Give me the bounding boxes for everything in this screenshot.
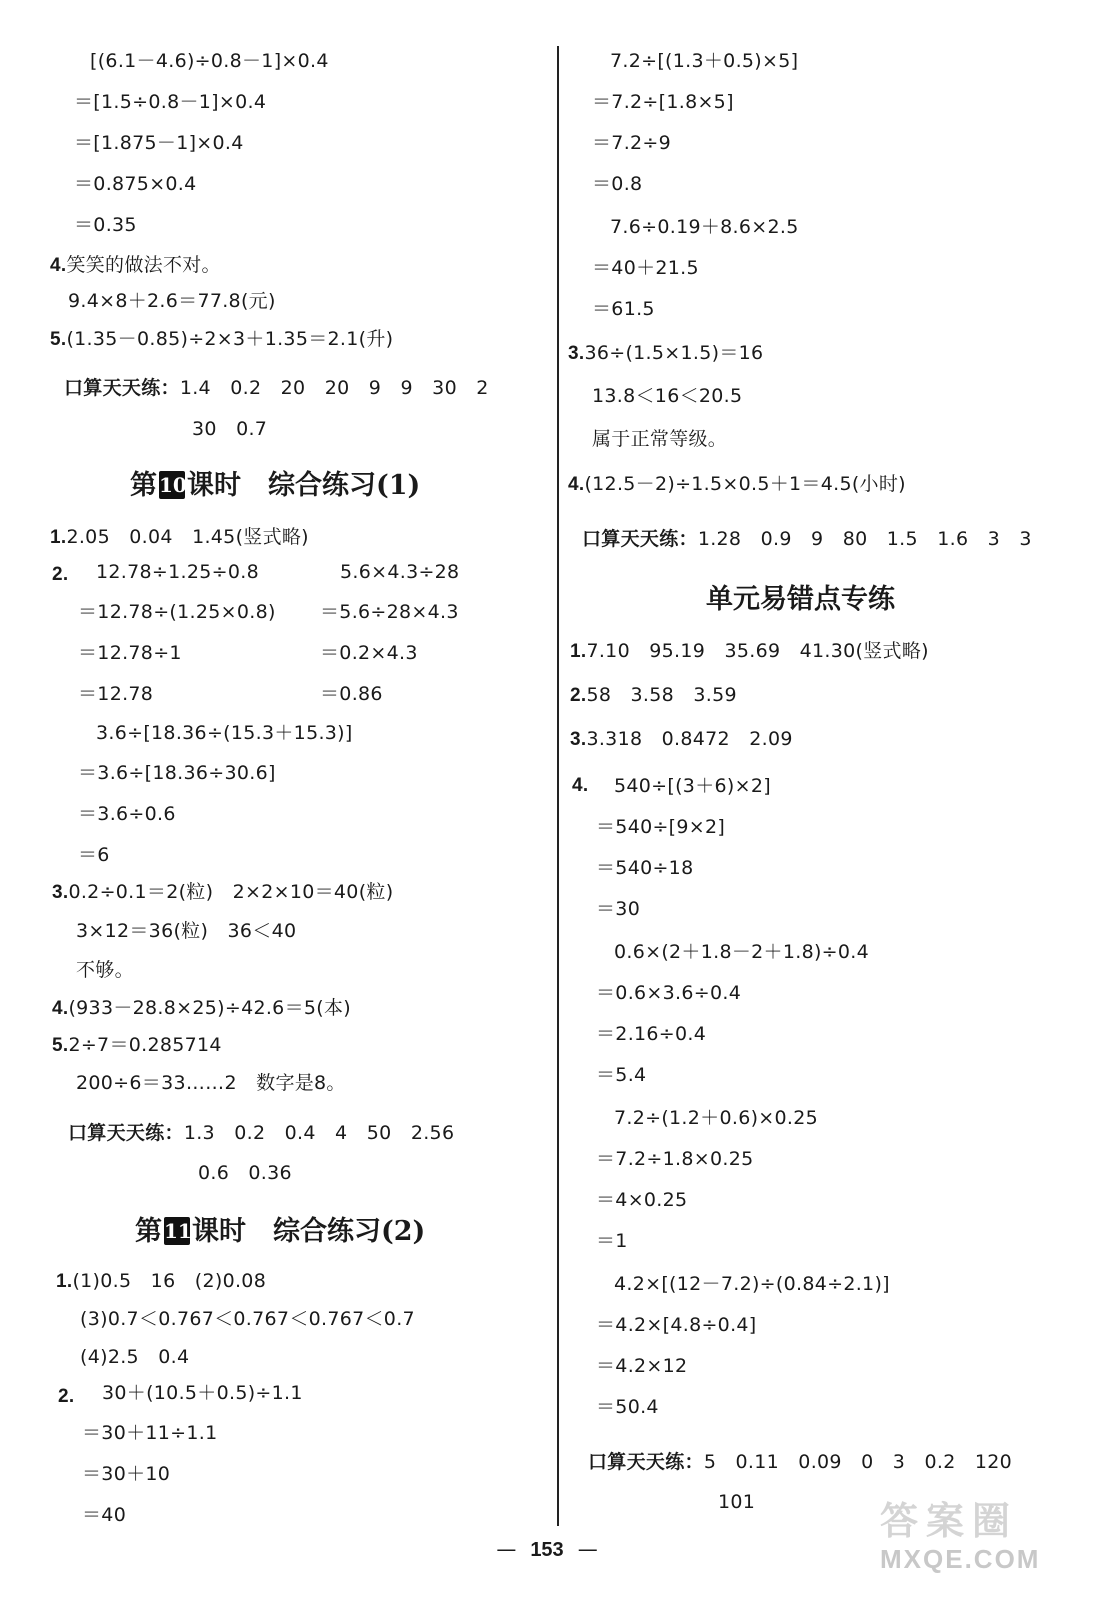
question-number: 3. [570, 729, 587, 750]
question-number: 4. [568, 474, 585, 495]
calc-line: ＝[1.875－1]×0.4 [74, 132, 244, 154]
answer-line: 属于正常等级。 [592, 428, 728, 450]
lesson-number-box: 10 [159, 473, 187, 497]
calc-line: [(6.1－4.6)÷0.8－1]×0.4 [90, 50, 329, 72]
calc-line: ＝540÷[9×2] [596, 816, 726, 838]
question-number: 4. [52, 998, 69, 1019]
calc-line: ＝30＋10 [82, 1463, 171, 1485]
question-1: 1.7.10 95.19 35.69 41.30(竖式略) [570, 640, 929, 662]
question-number: 4. [50, 255, 67, 276]
calc-line: 4.2×[(12－7.2)÷(0.84÷2.1)] [614, 1273, 890, 1295]
question-number: 3. [568, 343, 585, 364]
calc-line: ＝0.6×3.6÷0.4 [596, 982, 742, 1004]
question-1: 1.2.05 0.04 1.45(竖式略) [50, 526, 309, 548]
calc-line: ＝40 [82, 1504, 127, 1526]
oral-practice-answers: 1.4 0.2 20 20 9 9 30 2 [179, 377, 489, 399]
calc-line: 12.78÷1.25÷0.8 [96, 561, 259, 583]
calc-line: ＝3.6÷0.6 [78, 803, 176, 825]
calc-line: ＝2.16÷0.4 [596, 1023, 707, 1045]
section-title-10: 第 10课时 综合练习(1) [130, 470, 421, 501]
calc-line: ＝12.78÷(1.25×0.8) [78, 601, 276, 623]
watermark-logo: 答案圈 MXQE.COM [880, 1501, 1041, 1574]
question-number: 1. [570, 641, 587, 662]
calc-line: 7.6÷0.19＋8.6×2.5 [610, 216, 799, 238]
answer-text: (1.35－0.85)÷2×3＋1.35＝2.1(升) [66, 328, 394, 350]
calc-line: ＝0.86 [320, 683, 383, 705]
calc-line: ＝6 [78, 844, 110, 866]
calc-line: ＝7.2÷1.8×0.25 [596, 1148, 754, 1170]
lesson-number-box: 11 [164, 1219, 192, 1243]
question-3: 3.0.2÷0.1＝2(粒) 2×2×10＝40(粒) [52, 881, 394, 903]
answer-text: 笑笑的做法不对。 [66, 254, 221, 276]
calc-line: ＝5.4 [596, 1064, 647, 1086]
unit-title: 单元易错点专练 [706, 584, 895, 615]
oral-practice-answers: 0.6 0.36 [198, 1162, 292, 1184]
calc-line: ＝40＋21.5 [592, 257, 699, 279]
answer-line: 200÷6＝33……2 数字是8。 [76, 1072, 346, 1094]
question-5 [50, 326, 393, 353]
question-number: 4. [572, 775, 589, 796]
question-2: 2.58 3.58 3.59 [570, 684, 737, 706]
calc-line: ＝0.2×4.3 [320, 642, 418, 664]
calc-line: ＝0.35 [74, 214, 137, 236]
repeating-decimal: 285714 [147, 1034, 222, 1056]
oral-practice: 口算天天练：1.3 0.2 0.4 4 50 2.56 [68, 1122, 455, 1144]
oral-practice-label: 口算天天练： [68, 1122, 184, 1144]
footer-dash: — [496, 1537, 517, 1561]
calc-line: ＝7.2÷9 [592, 132, 672, 154]
calc-line: 3.6÷[18.36÷(15.3＋15.3)] [96, 722, 353, 744]
calc-line: 7.2÷[(1.3＋0.5)×5] [610, 50, 799, 72]
calc-line: ＝0.875×0.4 [74, 173, 197, 195]
calc-line: 7.2÷(1.2＋0.6)×0.25 [614, 1107, 819, 1129]
oral-practice: 口算天天练：1.28 0.9 9 80 1.5 1.6 3 3 [582, 528, 1032, 550]
oral-practice-label: 口算天天练： [64, 377, 180, 399]
oral-practice-label: 口算天天练： [588, 1451, 704, 1473]
question-4 [50, 252, 221, 279]
footer-dash: — [577, 1537, 598, 1561]
calc-line: ＝1 [596, 1230, 628, 1252]
calc-line: ＝30 [596, 898, 641, 920]
calc-line: ＝30＋11÷1.1 [82, 1422, 218, 1444]
oral-practice: 口算天天练：5 0.11 0.09 0 3 0.2 120 [588, 1451, 1013, 1473]
question-1: 1.(1)0.5 16 (2)0.08 [56, 1270, 267, 1292]
calc-line: 540÷[(3＋6)×2] [614, 775, 771, 797]
answer-line: (4)2.5 0.4 [80, 1346, 190, 1368]
oral-practice-label: 口算天天练： [582, 528, 698, 550]
calc-line: ＝4×0.25 [596, 1189, 688, 1211]
question-3: 3.36÷(1.5×1.5)＝16 [568, 342, 764, 364]
calc-line: ＝50.4 [596, 1396, 659, 1418]
question-number: 2. [570, 685, 587, 706]
question-number: 1. [56, 1271, 73, 1292]
page-number: 153 [530, 1539, 564, 1561]
calc-line: 5.6×4.3÷28 [340, 561, 460, 583]
calc-line: ＝[1.5÷0.8－1]×0.4 [74, 91, 267, 113]
section-title-11: 第 11课时 综合练习(2) [135, 1216, 426, 1247]
oral-practice-answers: 101 [718, 1491, 756, 1513]
calc-line: ＝7.2÷[1.8×5] [592, 91, 734, 113]
column-divider [557, 46, 559, 1526]
calc-line: 0.6×(2＋1.8－2＋1.8)÷0.4 [614, 941, 870, 963]
answer-line: (3)0.7＜0.767＜0.767＜0.767＜0.7 [80, 1308, 415, 1330]
oral-practice [64, 375, 489, 401]
calc-line: ＝4.2×12 [596, 1355, 688, 1377]
question-number: 1. [50, 527, 67, 548]
answer-line: 3×12＝36(粒) 36＜40 [76, 920, 297, 942]
calc-line: 30＋(10.5＋0.5)÷1.1 [102, 1382, 303, 1404]
calc-line: ＝4.2×[4.8÷0.4] [596, 1314, 757, 1336]
calc-line: ＝5.6÷28×4.3 [320, 601, 459, 623]
answer-line: 13.8＜16＜20.5 [592, 385, 743, 407]
question-number: 5. [52, 1035, 69, 1056]
calc-line: ＝12.78÷1 [78, 642, 182, 664]
calc-line: ＝0.8 [592, 173, 643, 195]
question-number: 5. [50, 329, 67, 350]
calc-line: ＝3.6÷[18.36÷30.6] [78, 762, 276, 784]
question-number: 2. [58, 1386, 75, 1407]
calc-line: 9.4×8＋2.6＝77.8(元) [68, 290, 276, 312]
calc-line: ＝12.78 [78, 683, 154, 705]
question-4: 4.(12.5－2)÷1.5×0.5＋1＝4.5(小时) [568, 473, 906, 495]
question-3: 3.3.318 0.8472 2.09 [570, 728, 793, 750]
calc-line: ＝61.5 [592, 298, 655, 320]
answer-line: 不够。 [76, 959, 134, 981]
question-number: 2. [52, 564, 69, 585]
question-number: 3. [52, 882, 69, 903]
question-4: 4.(933－28.8×25)÷42.6＝5(本) [52, 997, 351, 1019]
oral-practice-answers: 30 0.7 [192, 418, 268, 440]
calc-line: ＝540÷18 [596, 857, 694, 879]
question-5: 5.2÷7＝0.285714 [52, 1034, 222, 1056]
